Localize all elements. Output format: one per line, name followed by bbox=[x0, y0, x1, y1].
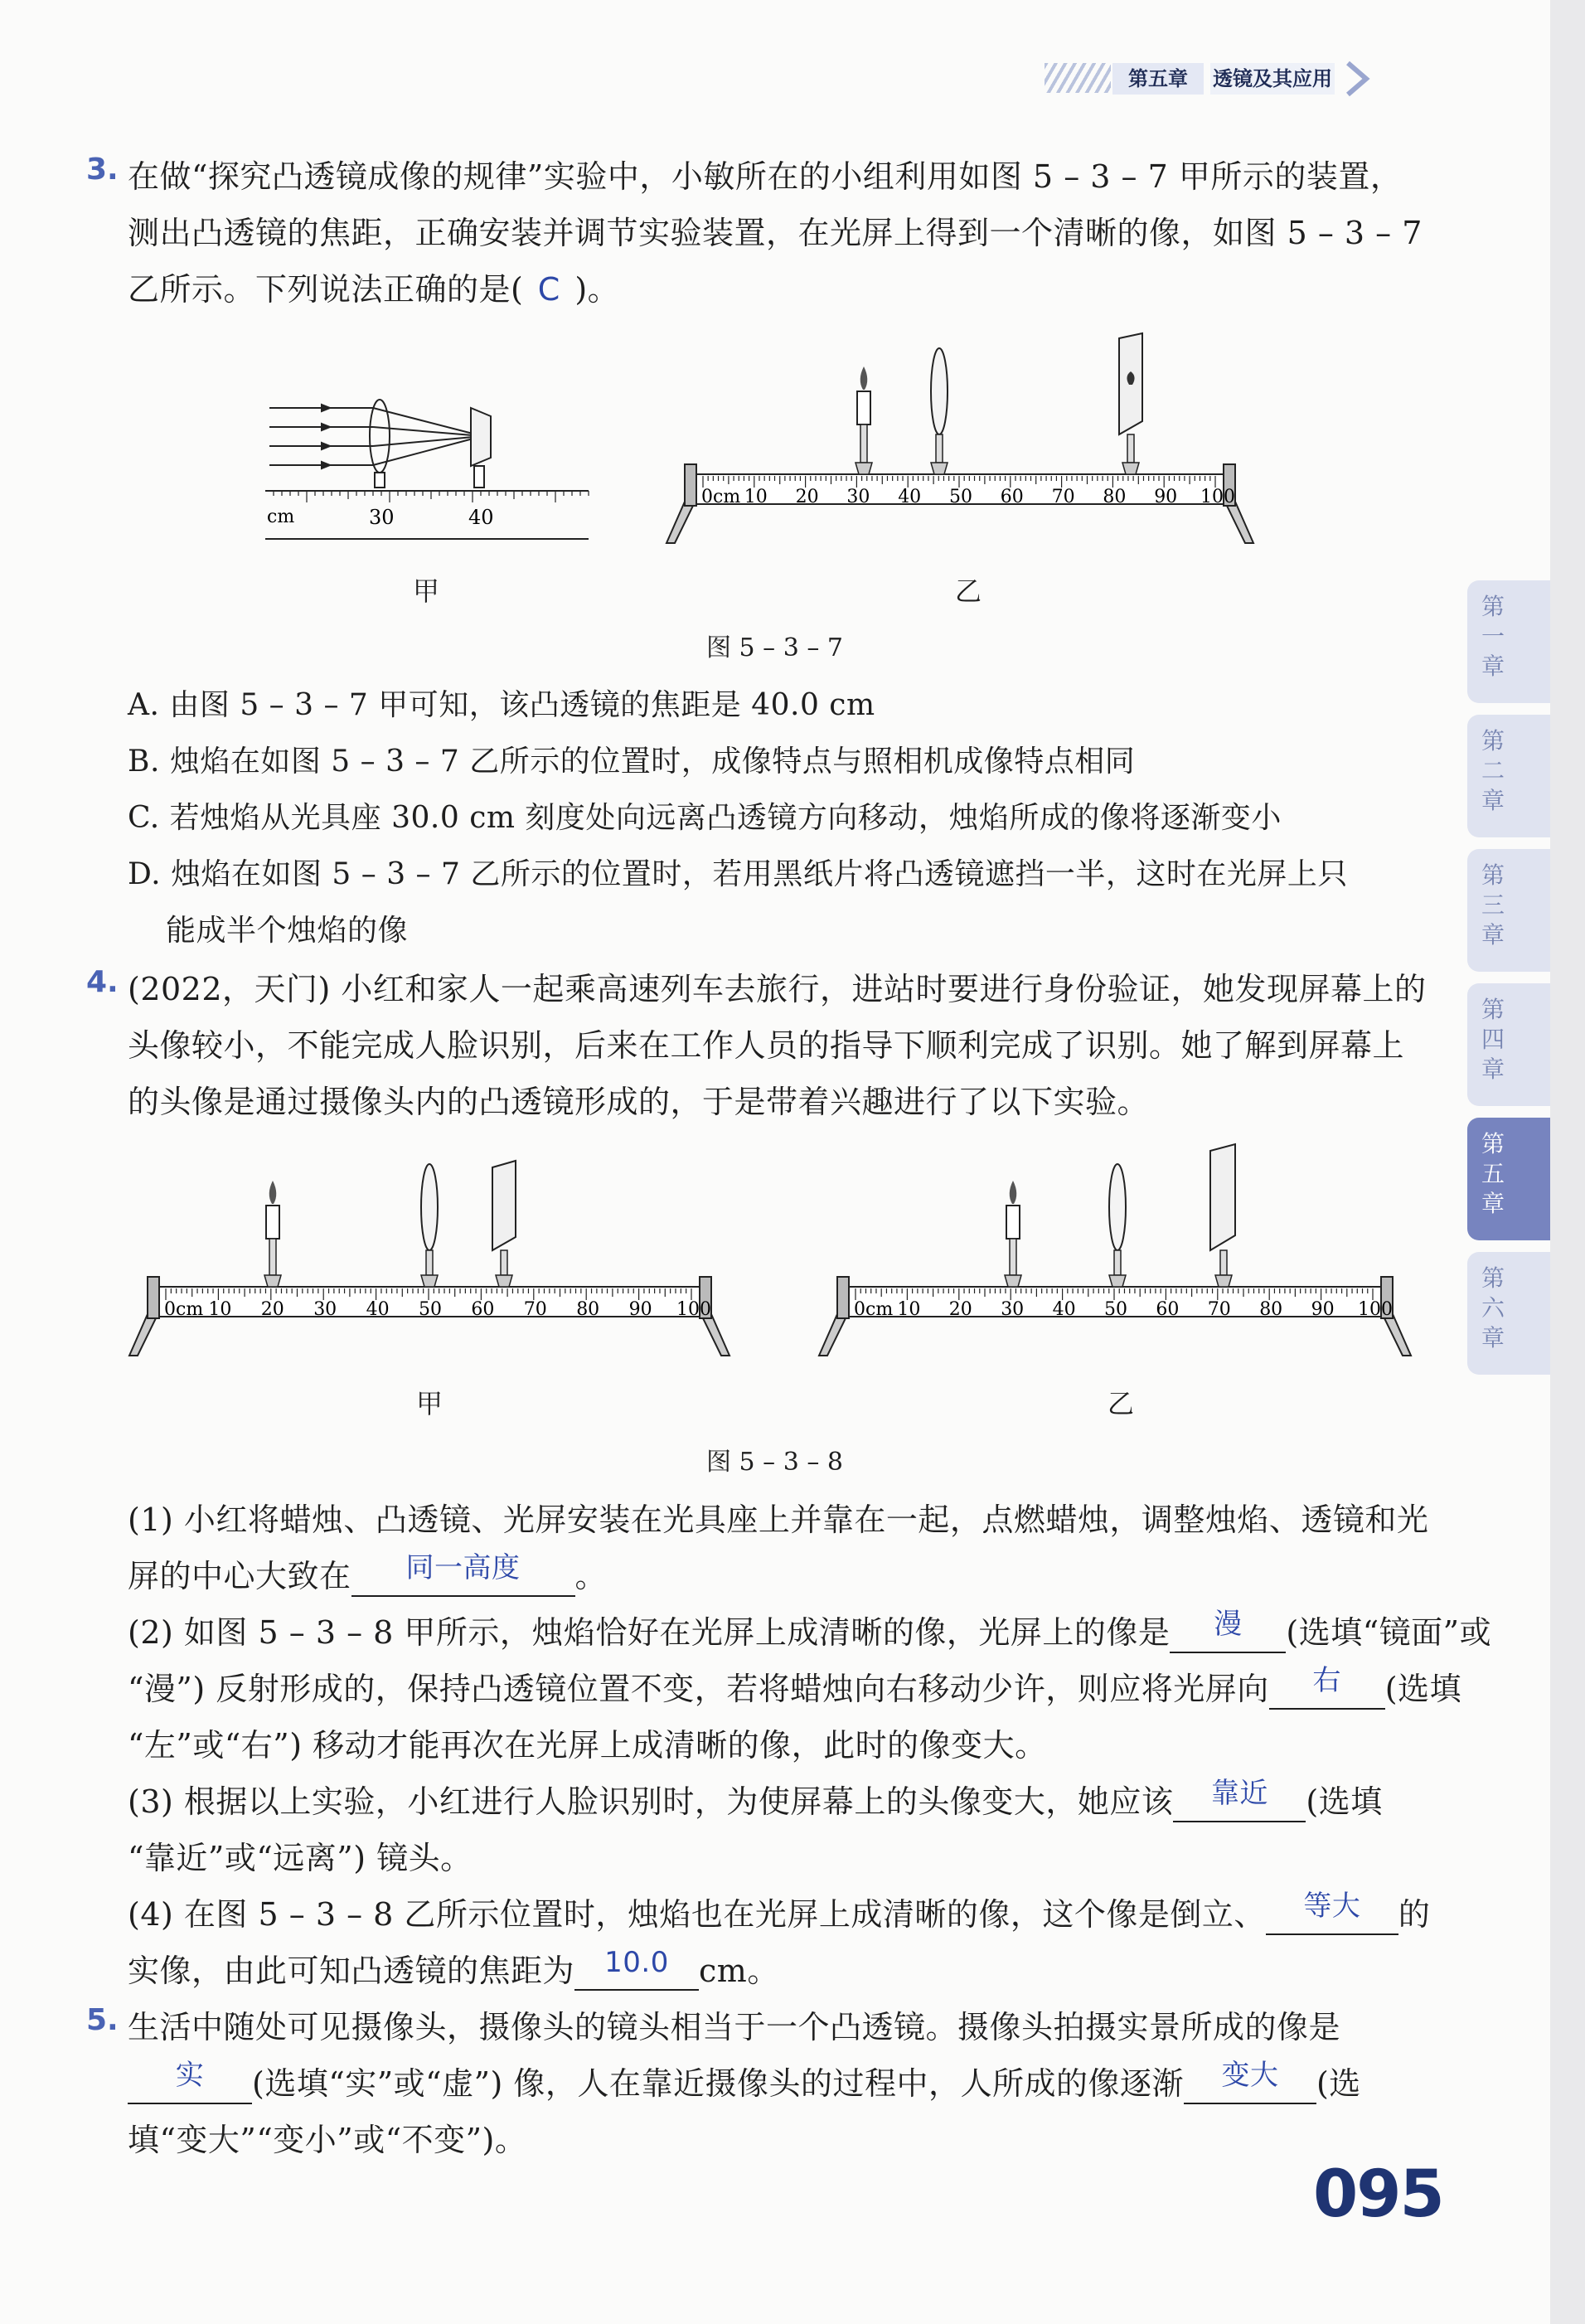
ruler-label: 60 bbox=[1156, 1299, 1180, 1320]
figure-caption: 图 5 – 3 – 8 bbox=[706, 1448, 843, 1477]
sub-figure-label: 甲 bbox=[413, 575, 440, 607]
q4-part3-blank bbox=[1173, 1777, 1306, 1822]
ruler-label: 0cm bbox=[701, 487, 741, 507]
q4-part2-text: (2) 如图 5 – 3 – 8 甲所示，烛焰恰好在光屏上成清晰的像，光屏上的像是 bbox=[128, 1614, 1171, 1651]
q4-part4-blank bbox=[574, 1946, 699, 1991]
header-chapter: 第五章 bbox=[1112, 63, 1204, 95]
ruler-label: 30 bbox=[313, 1299, 337, 1320]
q4-part2-answer: 漫 bbox=[1214, 1608, 1243, 1641]
q4-part4-text: 实像，由此可知凸透镜的焦距为 bbox=[128, 1953, 575, 1989]
convex-lens bbox=[931, 348, 948, 474]
ruler-label: 60 bbox=[471, 1299, 495, 1320]
question-number: 5. bbox=[86, 2003, 119, 2037]
header-stripes bbox=[1045, 63, 1111, 93]
q4-part4-text: (4) 在图 5 – 3 – 8 乙所示位置时，烛焰也在光屏上成清晰的像，这个像是倒立、 bbox=[128, 1896, 1266, 1933]
ruler-label: 80 bbox=[1103, 487, 1127, 507]
ruler-label: 80 bbox=[1259, 1299, 1283, 1320]
figure-caption: 图 5 – 3 – 7 bbox=[706, 633, 843, 662]
chapter-tab-label: 第 六 章 bbox=[1481, 1264, 1505, 1351]
question-number: 4. bbox=[86, 965, 119, 999]
chapter-tab-label: 第 一 章 bbox=[1481, 593, 1505, 680]
ruler-label: 60 bbox=[1000, 487, 1024, 507]
figure-5-3-7-b bbox=[652, 315, 1268, 556]
tick-label: 30 bbox=[369, 506, 395, 529]
chapter-tab[interactable] bbox=[1467, 1118, 1550, 1240]
q4-part2-line bbox=[128, 1663, 1461, 1710]
q4-part3-answer: 靠近 bbox=[1210, 1777, 1268, 1810]
q5-blank bbox=[128, 2059, 252, 2104]
ruler-label: 80 bbox=[576, 1299, 600, 1320]
figure-5-3-8-a bbox=[114, 1128, 744, 1368]
ruler-label: 100 bbox=[676, 1299, 711, 1320]
q4-part2-blank bbox=[1269, 1664, 1385, 1710]
figure-5-3-8-b bbox=[804, 1128, 1434, 1368]
light-screen bbox=[492, 1161, 516, 1287]
sub-figure-label: 甲 bbox=[416, 1388, 444, 1419]
q4-part4-text: cm。 bbox=[699, 1953, 779, 1989]
q4-part2-answer: 右 bbox=[1312, 1664, 1342, 1697]
page-number: 095 bbox=[1313, 2157, 1443, 2232]
chapter-tab-label: 第 二 章 bbox=[1481, 727, 1505, 814]
q4-part1-blank bbox=[351, 1551, 575, 1597]
ruler-label: 100 bbox=[1200, 487, 1235, 507]
ruler-label: 70 bbox=[1207, 1299, 1231, 1320]
q3-stem-text: )。 bbox=[574, 271, 620, 308]
q4-part4-line bbox=[128, 1889, 1430, 1935]
q4-part4-blank bbox=[1266, 1890, 1398, 1935]
candle bbox=[264, 1181, 281, 1287]
q4-part2-line bbox=[128, 1607, 1491, 1653]
q3-option-d: D. 烛焰在如图 5 – 3 – 7 乙所示的位置时，若用黑纸片将凸透镜遮挡一半，这时在光屏上只 bbox=[128, 857, 1348, 891]
ruler-label: 10 bbox=[208, 1299, 232, 1320]
q4-part3-text: (选填 bbox=[1306, 1783, 1383, 1820]
ruler-label: 90 bbox=[628, 1299, 652, 1320]
ruler-label: 40 bbox=[366, 1299, 390, 1320]
light-rays bbox=[269, 405, 482, 468]
q3-stem-line: 在做“探究凸透镜成像的规律”实验中，小敏所在的小组利用如图 5 – 3 – 7 甲所示的装置， bbox=[128, 158, 1403, 195]
q4-part2-text: “漫”) 反射形成的，保持凸透镜位置不变，若将蜡烛向右移动少许，则应将光屏向 bbox=[128, 1671, 1269, 1707]
axis-unit: cm bbox=[267, 507, 295, 527]
candle bbox=[1005, 1181, 1021, 1287]
q4-part3-line bbox=[128, 1776, 1383, 1822]
q4-part3-text: (3) 根据以上实验，小红进行人脸识别时，为使屏幕上的头像变大，她应该 bbox=[128, 1783, 1174, 1820]
ruler-label: 40 bbox=[898, 487, 922, 507]
light-screen bbox=[1119, 333, 1142, 474]
q4-stem-line: (2022，天门) 小红和家人一起乘高速列车去旅行，进站时要进行身份验证，她发现屏幕上的 bbox=[128, 971, 1427, 1007]
ruler-label: 50 bbox=[419, 1299, 442, 1320]
q4-part4-text: 的 bbox=[1398, 1896, 1431, 1933]
chapter-tab-label: 第 三 章 bbox=[1481, 861, 1505, 949]
q5-line: 填“变大”“变小”或“不变”)。 bbox=[128, 2122, 527, 2158]
q3-option-a: A. 由图 5 – 3 – 7 甲可知，该凸透镜的焦距是 40.0 cm bbox=[128, 688, 875, 722]
q4-part1-text: 屏的中心大致在 bbox=[128, 1558, 351, 1594]
light-screen bbox=[1210, 1144, 1235, 1287]
q3-option-b: B. 烛焰在如图 5 – 3 – 7 乙所示的位置时，成像特点与照相机成像特点相同 bbox=[128, 745, 1136, 779]
light-screen bbox=[471, 408, 491, 466]
q5-answer: 变大 bbox=[1221, 2059, 1279, 2092]
convex-lens bbox=[1109, 1164, 1126, 1287]
q4-part4-line bbox=[128, 1945, 779, 1991]
chapter-tab[interactable] bbox=[1467, 1252, 1550, 1375]
chapter-tab[interactable] bbox=[1467, 983, 1550, 1106]
ruler-label: 0cm bbox=[854, 1299, 894, 1320]
convex-lens bbox=[370, 400, 390, 473]
q4-stem-line: 头像较小，不能完成人脸识别，后来在工作人员的指导下顺利完成了识别。她了解到屏幕上 bbox=[128, 1027, 1405, 1064]
q3-stem-line bbox=[128, 264, 619, 309]
q3-option-c: C. 若烛焰从光具座 30.0 cm 刻度处向远离凸透镜方向移动，烛焰所成的像将逐渐变小 bbox=[128, 801, 1282, 835]
q4-part2-text: (选填 bbox=[1384, 1671, 1462, 1707]
ruler-label: 0cm bbox=[164, 1299, 204, 1320]
chapter-tab-label: 第 五 章 bbox=[1481, 1130, 1505, 1217]
q4-part1-answer: 同一高度 bbox=[405, 1551, 521, 1584]
ruler-label: 10 bbox=[897, 1299, 921, 1320]
q3-stem-text: 乙所示。下列说法正确的是( bbox=[128, 271, 524, 308]
ruler-label: 70 bbox=[1051, 487, 1075, 507]
q4-part4-answer: 等大 bbox=[1303, 1890, 1361, 1923]
chapter-tab[interactable] bbox=[1467, 580, 1550, 703]
convex-lens bbox=[421, 1164, 438, 1287]
q4-part2-line: “左”或“右”) 移动才能再次在光屏上成清晰的像，此时的像变大。 bbox=[128, 1727, 1047, 1764]
sub-figure-label: 乙 bbox=[955, 575, 982, 607]
candle bbox=[856, 366, 872, 474]
figure-5-3-7-a bbox=[257, 381, 605, 547]
q4-part3-line: “靠近”或“远离”) 镜头。 bbox=[128, 1840, 473, 1876]
ruler-label: 50 bbox=[949, 487, 972, 507]
q5-line: 生活中随处可见摄像头，摄像头的镜头相当于一个凸透镜。摄像头拍摄实景所成的像是 bbox=[128, 2009, 1341, 2045]
q4-part1-text: 。 bbox=[574, 1558, 608, 1594]
ruler-label: 50 bbox=[1104, 1299, 1127, 1320]
header-title: 透镜及其应用 bbox=[1210, 63, 1335, 95]
q5-blank bbox=[1184, 2059, 1316, 2104]
q3-stem-line: 测出凸透镜的焦距，正确安装并调节实验装置，在光屏上得到一个清晰的像，如图 5 – 3 – 7 bbox=[128, 215, 1423, 251]
q5-text: (选填“实”或“虚”) 像，人在靠近摄像头的过程中，人所成的像逐渐 bbox=[252, 2065, 1184, 2102]
ruler-label: 20 bbox=[795, 487, 819, 507]
q3-answer: C bbox=[537, 271, 560, 308]
ruler-label: 40 bbox=[1052, 1299, 1076, 1320]
question-number: 3. bbox=[86, 153, 119, 187]
q5-text: (选 bbox=[1316, 2065, 1361, 2102]
chapter-tab[interactable] bbox=[1467, 849, 1550, 972]
ruler-label: 20 bbox=[260, 1299, 284, 1320]
q5-answer: 实 bbox=[175, 2059, 205, 2092]
ruler-label: 90 bbox=[1311, 1299, 1335, 1320]
q4-part4-answer: 10.0 bbox=[604, 1946, 669, 1979]
q3-option-d-cont: 能成半个烛焰的像 bbox=[166, 914, 409, 948]
ruler-label: 90 bbox=[1154, 487, 1178, 507]
running-header bbox=[1045, 55, 1409, 104]
q4-part1-line bbox=[128, 1550, 607, 1597]
q4-part1-line: (1) 小红将蜡烛、凸透镜、光屏安装在光具座上并靠在一起，点燃蜡烛，调整烛焰、透镜和光 bbox=[128, 1502, 1429, 1538]
q4-stem-line: 的头像是通过摄像头内的凸透镜形成的，于是带着兴趣进行了以下实验。 bbox=[128, 1084, 1150, 1120]
ruler-label: 20 bbox=[948, 1299, 972, 1320]
q4-part2-text: (选填“镜面”或 bbox=[1286, 1614, 1492, 1651]
chapter-tab-label: 第 四 章 bbox=[1481, 996, 1505, 1083]
ruler-label: 30 bbox=[846, 487, 870, 507]
ruler-label: 30 bbox=[1001, 1299, 1025, 1320]
chapter-tab[interactable] bbox=[1467, 715, 1550, 837]
chevron-right-icon bbox=[1340, 60, 1373, 98]
sub-figure-label: 乙 bbox=[1108, 1388, 1135, 1419]
q5-line bbox=[128, 2058, 1361, 2104]
ruler-label: 70 bbox=[523, 1299, 547, 1320]
q4-part2-blank bbox=[1170, 1608, 1286, 1653]
ruler-label: 10 bbox=[744, 487, 768, 507]
ruler-label: 100 bbox=[1358, 1299, 1393, 1320]
tick-label: 40 bbox=[468, 506, 494, 529]
